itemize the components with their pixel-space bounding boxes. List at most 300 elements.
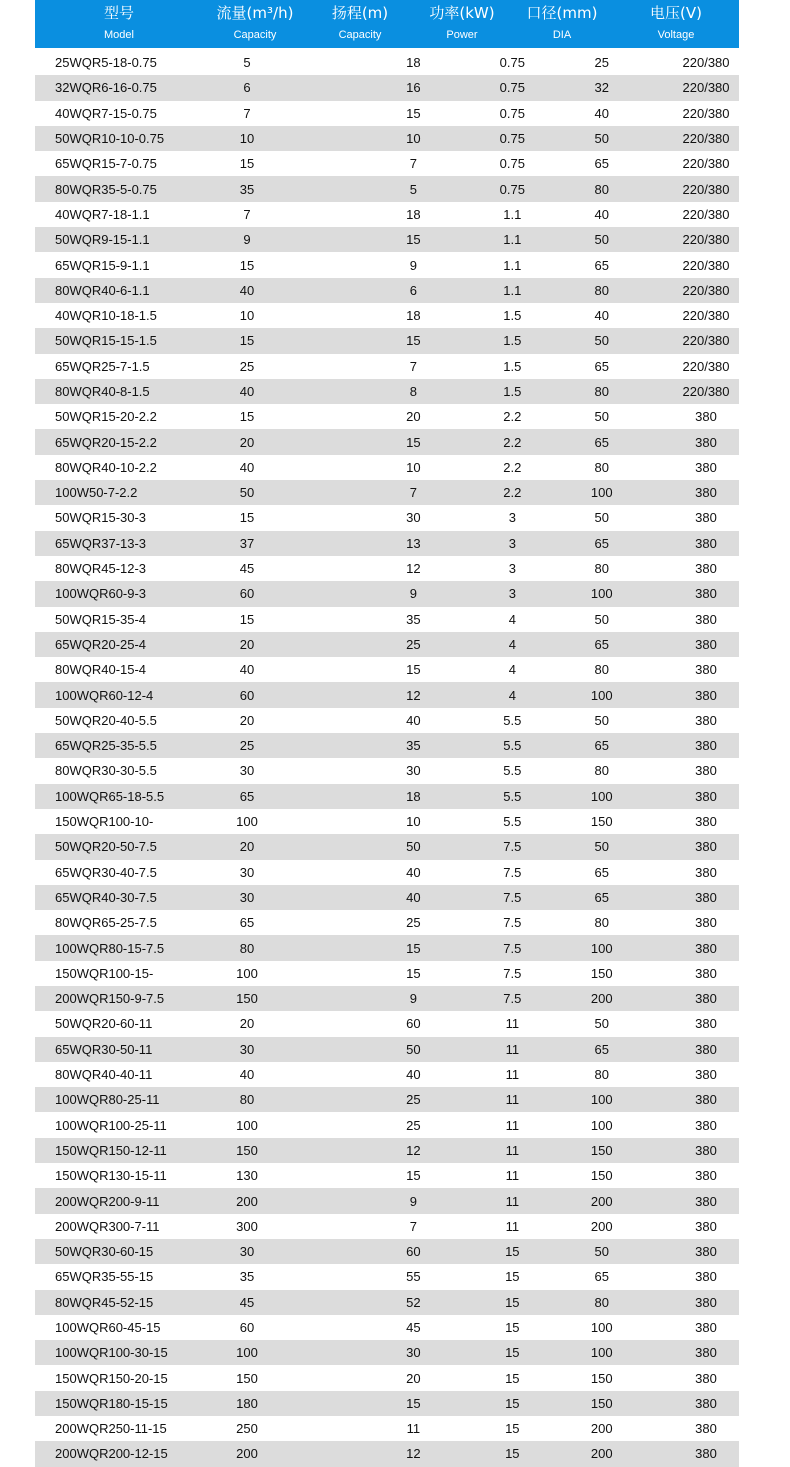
table-row [35,505,739,530]
head-cell: 50 [406,839,421,855]
table-row [35,1037,739,1062]
voltage-cell: 380 [695,1446,717,1462]
capacity-cell: 20 [239,712,255,728]
table-row [35,227,739,252]
dia-cell: 50 [594,409,610,425]
power-cell: 4 [508,611,516,627]
dia-cell: 80 [594,181,610,197]
power-cell: 7.5 [503,915,522,931]
head-cell: 15 [406,1168,421,1184]
power-cell: 15 [505,1294,520,1310]
table-row [35,176,739,201]
table-row [35,682,739,707]
capacity-cell: 40 [239,282,255,298]
model-cell: 65WQR25-35-5.5 [55,738,157,754]
power-cell: 0.75 [499,131,525,147]
model-cell: 50WQR30-60-15 [55,1244,154,1260]
capacity-cell: 100 [236,814,258,830]
voltage-cell: 380 [695,1269,717,1285]
voltage-cell: 380 [695,712,717,728]
voltage-cell: 220/380 [682,232,730,248]
model-cell: 65WQR25-7-1.5 [55,358,150,374]
power-cell: 11 [505,1142,520,1158]
power-cell: 7.5 [503,839,522,855]
power-cell: 11 [505,1092,520,1108]
voltage-cell: 380 [695,561,717,577]
power-cell: 7.5 [503,991,522,1007]
model-cell: 80WQR30-30-5.5 [55,763,157,779]
dia-cell: 200 [590,1193,613,1209]
table-row [35,1239,739,1264]
power-cell: 5.5 [503,788,522,804]
model-cell: 200WQR200-9-11 [55,1193,160,1209]
dia-cell: 65 [594,864,610,880]
voltage-cell: 220/380 [682,333,730,349]
capacity-cell: 9 [243,232,251,248]
capacity-cell: 15 [239,409,255,425]
dia-cell: 32 [594,80,610,96]
voltage-cell: 380 [695,1067,717,1083]
model-cell: 65WQR15-9-1.1 [55,257,150,273]
table-row [35,556,739,581]
dia-cell: 50 [594,131,610,147]
power-cell: 1.5 [503,333,522,349]
dia-cell: 65 [594,156,610,172]
dia-cell: 65 [594,636,610,652]
voltage-cell: 380 [695,1041,717,1057]
model-cell: 50WQR20-40-5.5 [55,712,157,728]
power-cell: 1.5 [503,358,522,374]
capacity-cell: 100 [236,1345,258,1361]
head-cell: 7 [409,156,417,172]
model-cell: 50WQR15-30-3 [55,510,147,526]
power-cell: 15 [505,1319,520,1335]
dia-cell: 65 [594,257,610,273]
table-row [35,1264,739,1289]
capacity-cell: 25 [239,358,255,374]
head-cell: 30 [406,1345,421,1361]
power-cell: 1.1 [503,282,522,298]
table-row [35,1441,739,1466]
table-row [35,581,739,606]
dia-cell: 100 [590,687,613,703]
power-cell: 2.2 [503,485,522,501]
model-cell: 50WQR20-50-7.5 [55,839,157,855]
voltage-cell: 380 [695,1395,717,1411]
table-row [35,151,739,176]
voltage-cell: 380 [695,485,717,501]
power-cell: 3 [508,510,516,526]
power-cell: 7.5 [503,864,522,880]
capacity-cell: 100 [236,965,258,981]
power-cell: 2.2 [503,459,522,475]
voltage-cell: 380 [695,687,717,703]
power-cell: 11 [505,1117,520,1133]
voltage-cell: 220/380 [682,358,730,374]
voltage-cell: 220/380 [682,308,730,324]
voltage-cell: 380 [695,586,717,602]
power-cell: 11 [505,1067,520,1083]
head-cell: 25 [406,915,421,931]
dia-cell: 100 [590,1319,613,1335]
table-row [35,809,739,834]
voltage-cell: 380 [695,409,717,425]
head-cell: 18 [406,206,421,222]
capacity-cell: 200 [236,1446,258,1462]
model-cell: 80WQR45-12-3 [55,561,147,577]
voltage-cell: 220/380 [682,206,730,222]
capacity-cell: 15 [239,510,255,526]
head-cell: 12 [406,687,421,703]
capacity-cell: 60 [239,586,255,602]
model-cell: 150WQR150-20-15 [55,1370,168,1386]
voltage-cell: 380 [695,864,717,880]
table-row [35,607,739,632]
capacity-cell: 150 [236,991,258,1007]
model-cell: 65WQR20-25-4 [55,636,147,652]
capacity-cell: 20 [239,434,255,450]
voltage-cell: 380 [695,1244,717,1260]
model-cell: 25WQR5-18-0.75 [55,55,157,71]
voltage-cell: 220/380 [682,156,730,172]
head-cell: 12 [406,561,421,577]
power-cell: 4 [508,636,516,652]
dia-cell: 50 [594,611,610,627]
dia-cell: 65 [594,1269,610,1285]
capacity-cell: 20 [239,839,255,855]
capacity-cell: 35 [239,181,255,197]
voltage-cell: 380 [695,965,717,981]
model-cell: 80WQR45-52-15 [55,1294,154,1310]
head-cell: 15 [406,434,421,450]
capacity-cell: 7 [243,105,251,121]
capacity-cell: 10 [239,131,255,147]
voltage-cell: 220/380 [682,131,730,147]
model-cell: 150WQR130-15-11 [55,1168,167,1184]
head-cell: 35 [406,611,421,627]
voltage-cell: 380 [695,738,717,754]
power-cell: 7.5 [503,940,522,956]
dia-cell: 50 [594,1244,610,1260]
capacity-cell: 60 [239,1319,255,1335]
capacity-cell: 130 [236,1168,258,1184]
model-cell: 100WQR60-12-4 [55,687,154,703]
header-power: 功率(kW) Power [429,4,495,41]
header-dia: 口径(mm) DIA [526,4,598,41]
table-row [35,1340,739,1365]
head-cell: 55 [406,1269,421,1285]
head-cell: 7 [409,485,417,501]
power-cell: 15 [505,1446,520,1462]
header-voltage: 电压(V) Voltage [650,4,702,41]
capacity-cell: 15 [239,611,255,627]
dia-cell: 80 [594,763,610,779]
table-row [35,404,739,429]
head-cell: 9 [409,586,417,602]
model-cell: 40WQR10-18-1.5 [55,308,157,324]
table-row [35,784,739,809]
head-cell: 10 [406,131,421,147]
table-row [35,657,739,682]
head-cell: 30 [406,510,421,526]
power-cell: 4 [508,687,516,703]
power-cell: 15 [505,1395,520,1411]
table-row [35,328,739,353]
power-cell: 7.5 [503,965,522,981]
capacity-cell: 150 [236,1142,258,1158]
power-cell: 2.2 [503,434,522,450]
table-row [35,1315,739,1340]
model-cell: 32WQR6-16-0.75 [55,80,157,96]
power-cell: 0.75 [499,55,525,71]
model-cell: 40WQR7-15-0.75 [55,105,157,121]
head-cell: 10 [406,814,421,830]
model-cell: 200WQR200-12-15 [55,1446,168,1462]
voltage-cell: 220/380 [682,282,730,298]
head-cell: 18 [406,788,421,804]
spec-table [35,0,739,1467]
dia-cell: 50 [594,839,610,855]
voltage-cell: 380 [695,1218,717,1234]
dia-cell: 150 [590,965,613,981]
voltage-cell: 220/380 [682,55,730,71]
voltage-cell: 380 [695,535,717,551]
head-cell: 40 [406,889,421,905]
dia-cell: 65 [594,434,610,450]
voltage-cell: 380 [695,763,717,779]
head-cell: 12 [406,1142,421,1158]
dia-cell: 40 [594,206,610,222]
capacity-cell: 20 [239,636,255,652]
power-cell: 0.75 [499,105,525,121]
table-body [35,50,739,1467]
model-cell: 50WQR15-15-1.5 [55,333,157,349]
dia-cell: 40 [594,308,610,324]
dia-cell: 100 [590,485,613,501]
power-cell: 1.5 [503,308,522,324]
power-cell: 11 [505,1193,520,1209]
model-cell: 150WQR180-15-15 [55,1395,168,1411]
capacity-cell: 250 [236,1421,258,1437]
dia-cell: 80 [594,662,610,678]
capacity-cell: 150 [236,1370,258,1386]
table-row [35,1062,739,1087]
head-cell: 40 [406,1067,421,1083]
dia-cell: 50 [594,510,610,526]
capacity-cell: 30 [239,889,255,905]
power-cell: 0.75 [499,80,525,96]
capacity-cell: 30 [239,1244,255,1260]
capacity-cell: 180 [236,1395,258,1411]
model-cell: 150WQR100-15- [55,965,154,981]
capacity-cell: 80 [239,1092,255,1108]
capacity-cell: 5 [243,55,251,71]
header-head: 扬程(m) Capacity [331,4,389,41]
model-cell: 200WQR250-11-15 [55,1421,167,1437]
dia-cell: 50 [594,1016,610,1032]
table-row [35,455,739,480]
head-cell: 13 [406,535,421,551]
table-row [35,733,739,758]
model-cell: 65WQR40-30-7.5 [55,889,157,905]
capacity-cell: 40 [239,1067,255,1083]
power-cell: 11 [505,1041,520,1057]
dia-cell: 150 [590,1395,613,1411]
power-cell: 0.75 [499,156,525,172]
dia-cell: 100 [590,788,613,804]
dia-cell: 80 [594,915,610,931]
model-cell: 100WQR80-15-7.5 [55,940,165,956]
table-row [35,708,739,733]
head-cell: 25 [406,1092,421,1108]
voltage-cell: 380 [695,915,717,931]
dia-cell: 150 [590,814,613,830]
dia-cell: 50 [594,712,610,728]
table-row [35,1416,739,1441]
voltage-cell: 380 [695,1345,717,1361]
power-cell: 15 [505,1421,520,1437]
power-cell: 5.5 [503,712,522,728]
capacity-cell: 15 [239,156,255,172]
head-cell: 15 [406,1395,421,1411]
head-cell: 15 [406,105,421,121]
dia-cell: 200 [590,1421,613,1437]
table-row [35,834,739,859]
model-cell: 65WQR15-7-0.75 [55,156,157,172]
voltage-cell: 380 [695,1193,717,1209]
table-row [35,1112,739,1137]
model-cell: 65WQR20-15-2.2 [55,434,157,450]
capacity-cell: 30 [239,1041,255,1057]
table-row [35,1290,739,1315]
model-cell: 80WQR35-5-0.75 [55,181,157,197]
power-cell: 11 [505,1218,520,1234]
head-cell: 5 [409,181,417,197]
capacity-cell: 45 [239,561,255,577]
voltage-cell: 380 [695,814,717,830]
table-row [35,1011,739,1036]
model-cell: 65WQR30-50-11 [55,1041,153,1057]
dia-cell: 200 [590,991,613,1007]
head-cell: 52 [406,1294,421,1310]
dia-cell: 40 [594,105,610,121]
head-cell: 50 [406,1041,421,1057]
dia-cell: 150 [590,1142,613,1158]
table-row [35,429,739,454]
voltage-cell: 380 [695,636,717,652]
table-row [35,1214,739,1239]
model-cell: 50WQR10-10-0.75 [55,131,165,147]
capacity-cell: 15 [239,333,255,349]
capacity-cell: 40 [239,384,255,399]
dia-cell: 80 [594,282,610,298]
model-cell: 100WQR60-45-15 [55,1319,161,1335]
table-row [35,1087,739,1112]
table-row [35,961,739,986]
model-cell: 50WQR20-60-11 [55,1016,153,1032]
dia-cell: 200 [590,1218,613,1234]
dia-cell: 80 [594,459,610,475]
power-cell: 7.5 [503,889,522,905]
capacity-cell: 15 [239,257,255,273]
model-cell: 65WQR35-55-15 [55,1269,154,1285]
dia-cell: 65 [594,535,610,551]
model-cell: 80WQR40-15-4 [55,662,147,678]
table-row [35,354,739,379]
head-cell: 18 [406,308,421,324]
head-cell: 45 [406,1319,421,1335]
voltage-cell: 380 [695,662,717,678]
voltage-cell: 380 [695,889,717,905]
dia-cell: 200 [590,1446,613,1462]
model-cell: 100WQR65-18-5.5 [55,788,165,804]
head-cell: 12 [406,1446,421,1462]
table-row [35,1391,739,1416]
model-cell: 50WQR15-20-2.2 [55,409,157,425]
model-cell: 150WQR150-12-11 [55,1142,167,1158]
capacity-cell: 50 [239,485,255,501]
capacity-cell: 300 [236,1218,258,1234]
table-row [35,480,739,505]
table-row [35,75,739,100]
header-capacity: 流量(m³/h) Capacity [216,4,294,41]
power-cell: 15 [505,1244,520,1260]
power-cell: 1.1 [503,257,522,273]
head-cell: 6 [409,282,417,298]
power-cell: 4 [508,662,516,678]
power-cell: 5.5 [503,763,522,779]
capacity-cell: 20 [239,1016,255,1032]
capacity-cell: 10 [239,308,255,324]
voltage-cell: 220/380 [682,384,730,399]
capacity-cell: 35 [239,1269,255,1285]
voltage-cell: 380 [695,1421,717,1437]
voltage-cell: 220/380 [682,257,730,273]
model-cell: 80WQR40-40-11 [55,1067,153,1083]
dia-cell: 80 [594,1294,610,1310]
table-row [35,758,739,783]
head-cell: 7 [409,1218,417,1234]
dia-cell: 50 [594,232,610,248]
head-cell: 9 [409,257,417,273]
voltage-cell: 380 [695,1319,717,1335]
table-row [35,278,739,303]
power-cell: 15 [505,1269,520,1285]
voltage-cell: 380 [695,1117,717,1133]
dia-cell: 80 [594,561,610,577]
dia-cell: 100 [590,586,613,602]
model-cell: 50WQR9-15-1.1 [55,232,150,248]
model-cell: 80WQR40-10-2.2 [55,459,157,475]
dia-cell: 150 [590,1370,613,1386]
model-cell: 100W50-7-2.2 [55,485,138,501]
dia-cell: 100 [590,1092,613,1108]
capacity-cell: 80 [239,940,255,956]
voltage-cell: 380 [695,940,717,956]
model-cell: 80WQR65-25-7.5 [55,915,157,931]
capacity-cell: 40 [239,662,255,678]
head-cell: 60 [406,1244,421,1260]
model-cell: 65WQR30-40-7.5 [55,864,157,880]
header-model: 型号 Model [103,4,134,41]
model-cell: 200WQR150-9-7.5 [55,991,165,1007]
capacity-cell: 200 [236,1193,258,1209]
table-row [35,1188,739,1213]
power-cell: 15 [505,1345,520,1361]
model-cell: 100WQR80-25-11 [55,1092,160,1108]
voltage-cell: 380 [695,1142,717,1158]
table-row [35,50,739,75]
